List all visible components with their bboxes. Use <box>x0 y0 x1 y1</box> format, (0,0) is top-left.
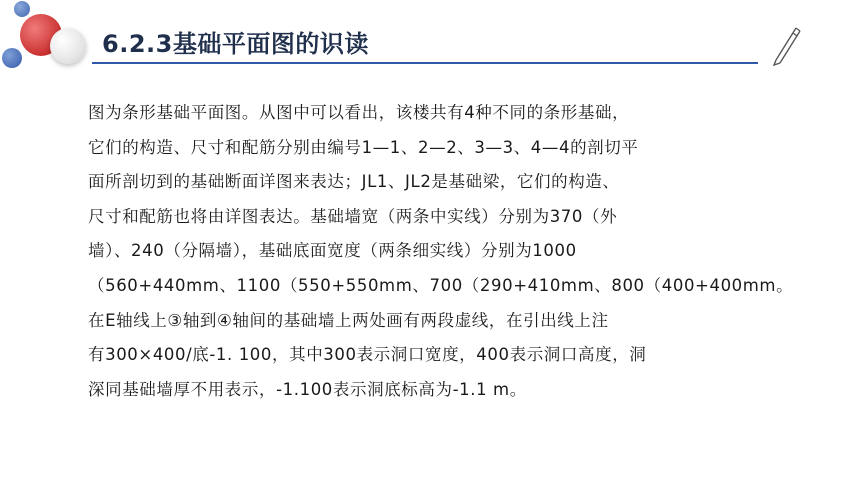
body-line: 墙）、240（分隔墙），基础底面宽度（两条细实线）分别为1000 <box>88 241 577 261</box>
title-underline <box>92 62 758 64</box>
body-line: 它们的构造、尺寸和配筋分别由编号1—1、2—2、3—3、4—4的剖切平 <box>88 137 639 157</box>
decor-dot-grey <box>50 28 86 64</box>
body-line: 尺寸和配筋也将由详图表达。基础墙宽（两条中实线）分别为370（外 <box>88 206 618 226</box>
body-line: 在E轴线上③轴到④轴间的基础墙上两处画有两段虚线，在引出线上注 <box>88 310 609 330</box>
body-line: 面所剖切到的基础断面详图来表达；JL1、JL2是基础梁，它们的构造、 <box>88 172 620 192</box>
body-line: 图为条形基础平面图。从图中可以看出，该楼共有4种不同的条形基础， <box>88 103 630 122</box>
pencil-icon <box>768 26 802 66</box>
body-line: （560+440mm、1100（550+550mm、700（290+410mm、800（400+400mm。 <box>88 275 794 295</box>
decor-dot-small-blue <box>14 1 30 17</box>
body-text <box>88 96 794 407</box>
body-line: 有300×400/底-1. 100，其中300表示洞口宽度，400表示洞口高度，洞 <box>88 345 647 365</box>
decor-dot-blue <box>2 48 22 68</box>
body-line: 深同基础墙厚不用表示，-1.100表示洞底标高为-1.1 m。 <box>88 379 527 399</box>
slide-title: 6.2.3基础平面图的识读 <box>102 30 369 58</box>
